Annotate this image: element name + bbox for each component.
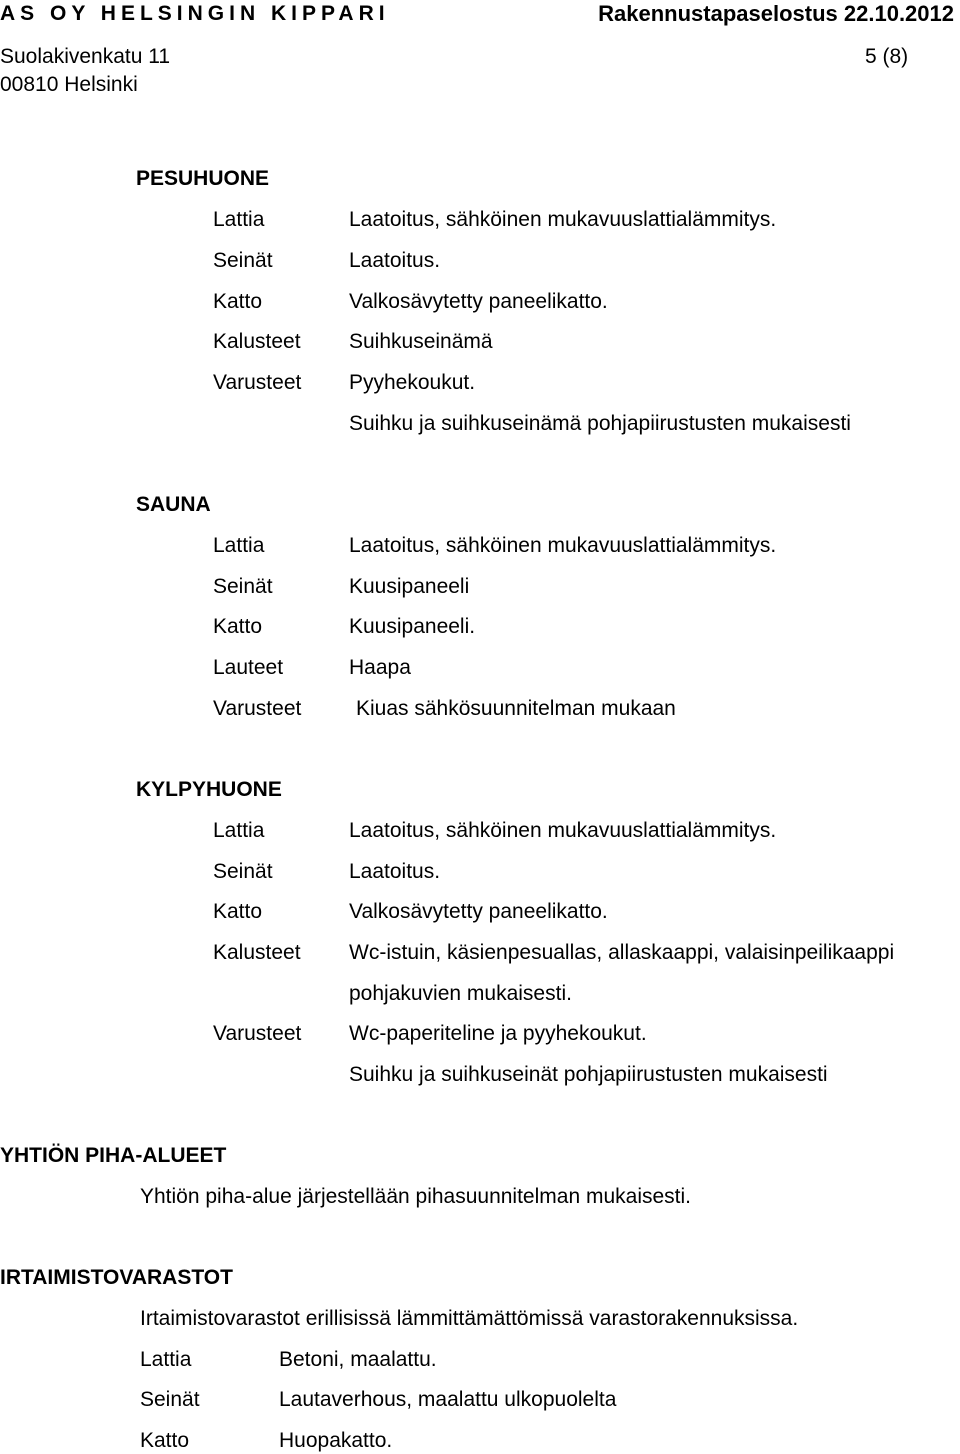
postal-address: 00810 Helsinki	[0, 73, 138, 96]
row-label: Lauteet	[213, 656, 284, 679]
row-value: Laatoitus, sähköinen mukavuuslattialämmitys.	[349, 534, 777, 557]
row-label: Katto	[213, 900, 263, 923]
row-value: Pyyhekoukut.	[349, 371, 476, 394]
document-title: Rakennustapaselostus 22.10.2012	[598, 1, 954, 26]
row-value: Laatoitus, sähköinen mukavuuslattialämmitys.	[349, 819, 777, 842]
row-label: Katto	[213, 290, 263, 313]
row-label: Varusteet	[213, 1022, 302, 1045]
row-label: Katto	[140, 1429, 190, 1452]
row-label: Lattia	[213, 819, 265, 842]
section-note: Suihku ja suihkuseinämä pohjapiirustusten mukaisesti	[349, 412, 851, 435]
row-label: Seinät	[213, 860, 273, 883]
row-label: Lattia	[140, 1348, 192, 1371]
page-number: 5 (8)	[865, 45, 909, 68]
row-value: Suihkuseinämä	[349, 330, 493, 353]
row-label: Kalusteet	[213, 941, 301, 964]
row-label: Lattia	[213, 208, 265, 231]
street-address: Suolakivenkatu 11	[0, 45, 171, 68]
row-value: Wc-istuin, käsienpesuallas, allaskaappi, valaisinpeilikaappi	[349, 941, 895, 964]
row-label: Katto	[213, 615, 263, 638]
row-value: Lautaverhous, maalattu ulkopuolelta	[279, 1388, 617, 1411]
row-label: Varusteet	[213, 697, 302, 720]
row-label: Seinät	[213, 575, 273, 598]
row-value: Kuusipaneeli.	[349, 615, 476, 638]
row-value: Laatoitus.	[349, 249, 441, 272]
section-title-irtaimisto: IRTAIMISTOVARASTOT	[0, 1266, 233, 1289]
row-label: Varusteet	[213, 371, 302, 394]
row-label: Lattia	[213, 534, 265, 557]
row-value: Kiuas sähkösuunnitelman mukaan	[356, 697, 676, 720]
section-title-kylpyhuone: KYLPYHUONE	[136, 778, 282, 801]
row-value-continued: pohjakuvien mukaisesti.	[349, 982, 572, 1005]
company-name: AS OY HELSINGIN KIPPARI	[0, 2, 390, 25]
row-value: Laatoitus, sähköinen mukavuuslattialämmitys.	[349, 208, 777, 231]
row-label: Seinät	[140, 1388, 200, 1411]
row-value: Laatoitus.	[349, 860, 441, 883]
section-text: Irtaimistovarastot erillisissä lämmittämättömissä varastorakennuksissa.	[140, 1307, 799, 1330]
section-title-pesuhuone: PESUHUONE	[136, 167, 270, 190]
row-value: Valkosävytetty paneelikatto.	[349, 900, 608, 923]
row-value: Betoni, maalattu.	[279, 1348, 437, 1371]
row-value: Wc-paperiteline ja pyyhekoukut.	[349, 1022, 647, 1045]
row-value: Haapa	[349, 656, 411, 679]
section-text: Yhtiön piha-alue järjestellään pihasuunnitelman mukaisesti.	[140, 1185, 691, 1208]
row-value: Kuusipaneeli	[349, 575, 470, 598]
row-value: Valkosävytetty paneelikatto.	[349, 290, 608, 313]
section-note: Suihku ja suihkuseinät pohjapiirustusten mukaisesti	[349, 1063, 828, 1086]
section-title-piha: YHTIÖN PIHA-ALUEET	[0, 1144, 227, 1167]
section-title-sauna: SAUNA	[136, 493, 211, 516]
row-label: Seinät	[213, 249, 273, 272]
row-label: Kalusteet	[213, 330, 301, 353]
row-value: Huopakatto.	[279, 1429, 393, 1452]
